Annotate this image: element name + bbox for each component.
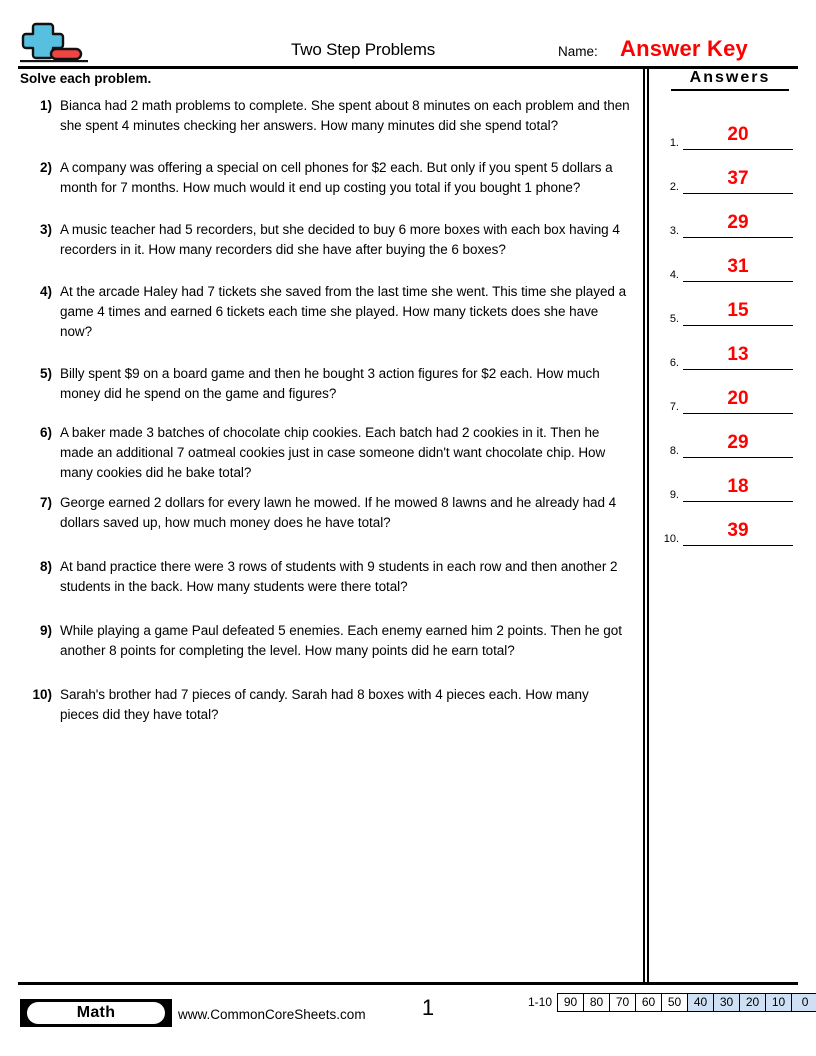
problem-item [20, 220, 630, 260]
answer-index: 4. [669, 269, 679, 281]
answer-row [655, 150, 800, 194]
subject-badge-label: Math [27, 1002, 165, 1024]
answer-key-label: Answer Key [620, 36, 748, 61]
answer-value: 29 [727, 432, 749, 453]
score-cell[interactable]: 40 [688, 994, 714, 1011]
answer-row [655, 458, 800, 502]
answer-row [655, 238, 800, 282]
score-cell[interactable]: 20 [740, 994, 766, 1011]
score-range-label: 1-10 [528, 995, 553, 1009]
page-header [18, 18, 798, 64]
problem-number: 7) [39, 495, 52, 510]
score-cell[interactable]: 10 [766, 994, 792, 1011]
answer-row [655, 414, 800, 458]
problem-item [20, 282, 630, 342]
problem-number: 3) [39, 222, 52, 237]
answers-panel [655, 68, 800, 546]
answer-value: 31 [727, 256, 749, 277]
answer-list [655, 106, 800, 546]
answer-index: 5. [669, 313, 679, 325]
problem-text: A baker made 3 batches of chocolate chip cookies. Each batch had 2 cookies in it. Then he made an additional 7 oatmeal cookies just in case someone didn't want chocolate chip. How many cookies did he bake total? [60, 425, 606, 480]
answer-row [655, 370, 800, 414]
problem-item [20, 493, 630, 533]
problem-text: George earned 2 dollars for every lawn he mowed. If he mowed 8 lawns and he already had 4 dollars saved up, how much money does he have total? [60, 495, 617, 530]
answer-index: 3. [669, 225, 679, 237]
problem-text: At band practice there were 3 rows of students with 9 students in each row and then another 2 students in the back. How many students were there total? [60, 559, 618, 594]
answer-value: 20 [727, 388, 749, 409]
answer-row [655, 502, 800, 546]
problem-text: A company was offering a special on cell phones for $2 each. But only if you spent 5 dollars a month for 7 months. How much would it end up costing you total if you bought 1 phone? [60, 160, 613, 195]
problem-number: 6) [39, 425, 52, 440]
answer-value: 20 [727, 124, 749, 145]
answer-value: 13 [727, 344, 749, 365]
problem-text: A music teacher had 5 recorders, but she decided to buy 6 more boxes with each box having 4 recorders in it. How many recorders did she have after buying the 6 boxes? [60, 222, 620, 257]
answer-index: 10. [663, 533, 679, 545]
site-url[interactable]: www.CommonCoreSheets.com [178, 1007, 366, 1022]
answers-heading: Answers [671, 68, 789, 91]
problem-text: At the arcade Haley had 7 tickets she saved from the last time she went. This time she played a game 4 times and earned 6 tickets each time she played. How many tickets does she have now? [60, 284, 627, 339]
problem-text: Billy spent $9 on a board game and then he bought 3 action figures for $2 each. How much money did he spend on the game and figures? [60, 366, 600, 401]
answer-value: 37 [727, 168, 749, 189]
problem-item [20, 685, 630, 725]
answer-index: 1. [669, 137, 679, 149]
problem-item [20, 158, 630, 198]
problem-number: 1) [39, 98, 52, 113]
page-number: 1 [421, 995, 435, 1020]
problem-number: 2) [39, 160, 52, 175]
name-label: Name: [558, 44, 598, 59]
problem-number: 5) [39, 366, 52, 381]
score-cell[interactable]: 70 [610, 994, 636, 1011]
problem-list [20, 96, 630, 741]
answer-row [655, 326, 800, 370]
page-title: Two Step Problems [291, 40, 435, 59]
problem-item [20, 364, 630, 404]
problem-item [20, 96, 630, 136]
score-cell[interactable]: 0 [792, 994, 816, 1011]
answer-index: 9. [669, 489, 679, 501]
problem-number: 4) [39, 284, 52, 299]
divider-line-left [643, 69, 645, 983]
score-table [528, 993, 816, 1012]
subject-badge [20, 999, 172, 1027]
problem-text: Bianca had 2 math problems to complete. She spent about 8 minutes on each problem and then she spent 4 minutes checking her answers. How many minutes did she spend total? [60, 98, 630, 133]
score-cell-group [557, 993, 816, 1012]
problem-number: 10) [32, 687, 52, 702]
score-cell[interactable]: 80 [584, 994, 610, 1011]
problem-item [20, 621, 630, 661]
footer-divider-rule [18, 982, 798, 985]
problem-number: 8) [39, 559, 52, 574]
column-divider [643, 69, 649, 983]
problem-text: While playing a game Paul defeated 5 enemies. Each enemy earned him 2 points. Then he got another 8 points for completing the level. How many points did he earn total? [60, 623, 622, 658]
answer-row [655, 282, 800, 326]
problem-text: Sarah's brother had 7 pieces of candy. Sarah had 8 boxes with 4 pieces each. How many pieces did they have total? [60, 687, 589, 722]
answer-value: 15 [727, 300, 749, 321]
score-cell[interactable]: 60 [636, 994, 662, 1011]
divider-line-right [647, 69, 649, 983]
problem-number: 9) [39, 623, 52, 638]
answer-value: 39 [727, 520, 749, 541]
answer-value: 29 [727, 212, 749, 233]
answer-row [655, 106, 800, 150]
answer-value: 18 [727, 476, 749, 497]
answer-index: 8. [669, 445, 679, 457]
answer-index: 6. [669, 357, 679, 369]
answer-index: 7. [669, 401, 679, 413]
answer-row [655, 194, 800, 238]
answer-index: 2. [669, 181, 679, 193]
problem-item [20, 557, 630, 597]
instructions-text: Solve each problem. [20, 71, 152, 86]
score-cell[interactable]: 90 [558, 994, 584, 1011]
problem-item [20, 423, 630, 483]
score-cell[interactable]: 30 [714, 994, 740, 1011]
score-cell[interactable]: 50 [662, 994, 688, 1011]
plus-minus-logo-icon [18, 20, 90, 64]
